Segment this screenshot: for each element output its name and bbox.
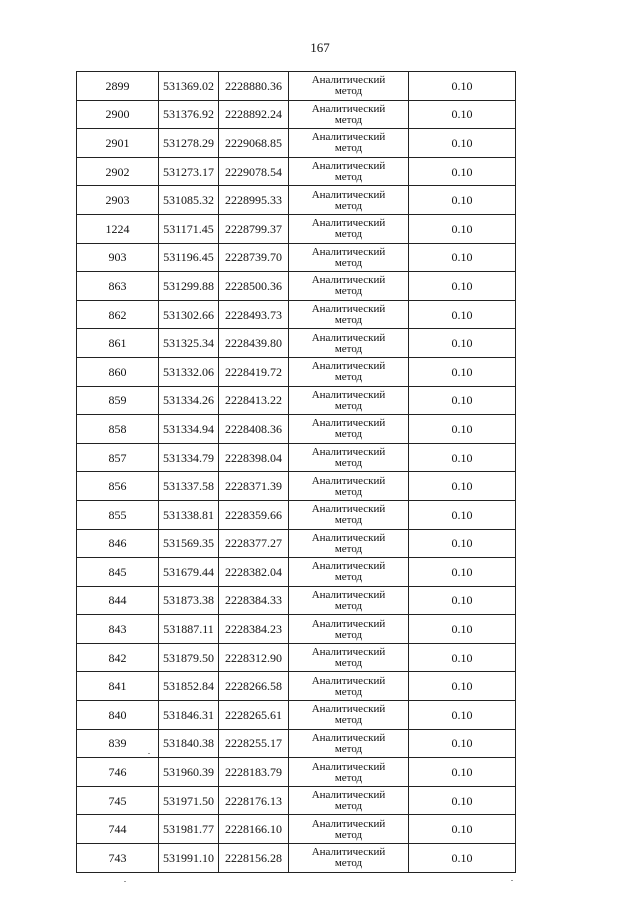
method-line-2: метод [334, 371, 363, 384]
x-coordinate-cell: 531273.17 [159, 157, 219, 186]
point-id-cell: 1224 [77, 214, 159, 243]
y-coordinate-cell: 2228384.23 [219, 615, 289, 644]
method-line-1: Аналитический [311, 217, 386, 230]
method-line-1: Аналитический [311, 588, 386, 601]
accuracy-value-cell: 0.10 [409, 558, 516, 587]
x-coordinate-cell: 531196.45 [159, 243, 219, 272]
point-id-cell: 843 [77, 615, 159, 644]
point-id-cell: 841 [77, 672, 159, 701]
y-coordinate-cell: 2228384.33 [219, 586, 289, 615]
table-row [77, 729, 516, 758]
method-cell [289, 815, 409, 844]
coordinates-table [76, 71, 516, 873]
point-id-cell: 846 [77, 529, 159, 558]
table-row [77, 558, 516, 587]
point-id-cell: 844 [77, 586, 159, 615]
y-coordinate-cell: 2228799.37 [219, 214, 289, 243]
accuracy-value-cell: 0.10 [409, 615, 516, 644]
accuracy-value-cell: 0.10 [409, 272, 516, 301]
method-line-1: Аналитический [311, 731, 386, 744]
point-id-cell: 842 [77, 643, 159, 672]
method-line-1: Аналитический [311, 674, 386, 687]
point-id-cell: 2903 [77, 186, 159, 215]
accuracy-value-cell: 0.10 [409, 357, 516, 386]
scan-speck [148, 753, 150, 754]
method-line-1: Аналитический [311, 560, 386, 573]
y-coordinate-cell: 2228408.36 [219, 415, 289, 444]
point-id-cell: 2899 [77, 72, 159, 101]
method-line-1: Аналитический [311, 531, 386, 544]
table-row [77, 300, 516, 329]
method-line-2: метод [334, 342, 363, 355]
accuracy-value-cell: 0.10 [409, 415, 516, 444]
method-cell [289, 72, 409, 101]
method-line-1: Аналитический [311, 789, 386, 802]
y-coordinate-cell: 2228371.39 [219, 472, 289, 501]
x-coordinate-cell: 531332.06 [159, 357, 219, 386]
x-coordinate-cell: 531887.11 [159, 615, 219, 644]
accuracy-value-cell: 0.10 [409, 129, 516, 158]
y-coordinate-cell: 2228419.72 [219, 357, 289, 386]
x-coordinate-cell: 531873.38 [159, 586, 219, 615]
x-coordinate-cell: 531278.29 [159, 129, 219, 158]
point-id-cell: 856 [77, 472, 159, 501]
x-coordinate-cell: 531971.50 [159, 786, 219, 815]
table-row [77, 357, 516, 386]
table-row [77, 100, 516, 129]
accuracy-value-cell: 0.10 [409, 844, 516, 873]
method-line-2: метод [334, 142, 363, 155]
table-row [77, 272, 516, 301]
y-coordinate-cell: 2228265.61 [219, 701, 289, 730]
y-coordinate-cell: 2228880.36 [219, 72, 289, 101]
method-line-1: Аналитический [311, 245, 386, 258]
point-id-cell: 743 [77, 844, 159, 873]
point-id-cell: 859 [77, 386, 159, 415]
method-line-2: метод [334, 800, 363, 813]
method-line-2: метод [334, 171, 363, 184]
method-line-1: Аналитический [311, 846, 386, 859]
method-line-2: метод [334, 113, 363, 126]
method-line-2: метод [334, 599, 363, 612]
y-coordinate-cell: 2228892.24 [219, 100, 289, 129]
point-id-cell: 744 [77, 815, 159, 844]
x-coordinate-cell: 531338.81 [159, 500, 219, 529]
y-coordinate-cell: 2228500.36 [219, 272, 289, 301]
method-line-2: метод [334, 742, 363, 755]
method-cell [289, 357, 409, 386]
method-cell [289, 844, 409, 873]
method-cell [289, 758, 409, 787]
method-line-2: метод [334, 857, 363, 870]
method-line-2: метод [334, 571, 363, 584]
method-line-1: Аналитический [311, 817, 386, 830]
point-id-cell: 903 [77, 243, 159, 272]
point-id-cell: 2900 [77, 100, 159, 129]
y-coordinate-cell: 2228439.80 [219, 329, 289, 358]
method-line-1: Аналитический [311, 102, 386, 115]
accuracy-value-cell: 0.10 [409, 529, 516, 558]
x-coordinate-cell: 531679.44 [159, 558, 219, 587]
method-line-2: метод [334, 657, 363, 670]
x-coordinate-cell: 531991.10 [159, 844, 219, 873]
method-cell [289, 786, 409, 815]
point-id-cell: 855 [77, 500, 159, 529]
table-row [77, 758, 516, 787]
table-row [77, 786, 516, 815]
table-row [77, 844, 516, 873]
y-coordinate-cell: 2228377.27 [219, 529, 289, 558]
coordinates-table-body [77, 72, 516, 873]
method-line-1: Аналитический [311, 474, 386, 487]
y-coordinate-cell: 2228413.22 [219, 386, 289, 415]
x-coordinate-cell: 531960.39 [159, 758, 219, 787]
point-id-cell: 845 [77, 558, 159, 587]
x-coordinate-cell: 531302.66 [159, 300, 219, 329]
point-id-cell: 2902 [77, 157, 159, 186]
point-id-cell: 862 [77, 300, 159, 329]
y-coordinate-cell: 2228176.13 [219, 786, 289, 815]
accuracy-value-cell: 0.10 [409, 100, 516, 129]
method-line-2: метод [334, 514, 363, 527]
method-cell [289, 643, 409, 672]
y-coordinate-cell: 2229068.85 [219, 129, 289, 158]
method-cell [289, 157, 409, 186]
accuracy-value-cell: 0.10 [409, 386, 516, 415]
method-line-1: Аналитический [311, 131, 386, 144]
table-row [77, 500, 516, 529]
method-line-2: метод [334, 228, 363, 241]
method-cell [289, 701, 409, 730]
method-cell [289, 472, 409, 501]
accuracy-value-cell: 0.10 [409, 786, 516, 815]
x-coordinate-cell: 531334.94 [159, 415, 219, 444]
table-row [77, 815, 516, 844]
y-coordinate-cell: 2228312.90 [219, 643, 289, 672]
point-id-cell: 863 [77, 272, 159, 301]
y-coordinate-cell: 2228493.73 [219, 300, 289, 329]
method-line-1: Аналитический [311, 274, 386, 287]
point-id-cell: 860 [77, 357, 159, 386]
method-line-1: Аналитический [311, 303, 386, 316]
accuracy-value-cell: 0.10 [409, 672, 516, 701]
method-cell [289, 672, 409, 701]
method-line-1: Аналитический [311, 703, 386, 716]
y-coordinate-cell: 2228183.79 [219, 758, 289, 787]
point-id-cell: 861 [77, 329, 159, 358]
point-id-cell: 858 [77, 415, 159, 444]
accuracy-value-cell: 0.10 [409, 758, 516, 787]
method-line-1: Аналитический [311, 503, 386, 516]
table-row [77, 415, 516, 444]
table-row [77, 443, 516, 472]
table-row [77, 329, 516, 358]
table-row [77, 672, 516, 701]
table-row [77, 701, 516, 730]
method-line-2: метод [334, 542, 363, 555]
method-cell [289, 586, 409, 615]
method-cell [289, 214, 409, 243]
method-line-2: метод [334, 485, 363, 498]
accuracy-value-cell: 0.10 [409, 815, 516, 844]
method-line-2: метод [334, 314, 363, 327]
x-coordinate-cell: 531840.38 [159, 729, 219, 758]
method-line-1: Аналитический [311, 331, 386, 344]
table-row [77, 72, 516, 101]
method-cell [289, 386, 409, 415]
x-coordinate-cell: 531879.50 [159, 643, 219, 672]
scan-speck [124, 881, 126, 882]
method-line-1: Аналитический [311, 360, 386, 373]
x-coordinate-cell: 531846.31 [159, 701, 219, 730]
method-cell [289, 500, 409, 529]
table-row [77, 243, 516, 272]
method-line-1: Аналитический [311, 188, 386, 201]
table-row [77, 214, 516, 243]
table-row [77, 157, 516, 186]
method-line-2: метод [334, 457, 363, 470]
y-coordinate-cell: 2228398.04 [219, 443, 289, 472]
y-coordinate-cell: 2228739.70 [219, 243, 289, 272]
x-coordinate-cell: 531852.84 [159, 672, 219, 701]
table-row [77, 186, 516, 215]
x-coordinate-cell: 531085.32 [159, 186, 219, 215]
table-row [77, 386, 516, 415]
y-coordinate-cell: 2228266.58 [219, 672, 289, 701]
accuracy-value-cell: 0.10 [409, 243, 516, 272]
method-cell [289, 529, 409, 558]
method-cell [289, 300, 409, 329]
method-cell [289, 415, 409, 444]
accuracy-value-cell: 0.10 [409, 500, 516, 529]
method-line-2: метод [334, 199, 363, 212]
accuracy-value-cell: 0.10 [409, 157, 516, 186]
method-line-2: метод [334, 828, 363, 841]
method-line-2: метод [334, 256, 363, 269]
method-line-1: Аналитический [311, 646, 386, 659]
method-cell [289, 186, 409, 215]
method-cell [289, 329, 409, 358]
method-line-1: Аналитический [311, 388, 386, 401]
method-line-2: метод [334, 628, 363, 641]
method-line-1: Аналитический [311, 417, 386, 430]
method-line-2: метод [334, 428, 363, 441]
accuracy-value-cell: 0.10 [409, 214, 516, 243]
method-line-1: Аналитический [311, 446, 386, 459]
method-line-1: Аналитический [311, 160, 386, 173]
accuracy-value-cell: 0.10 [409, 643, 516, 672]
y-coordinate-cell: 2228995.33 [219, 186, 289, 215]
y-coordinate-cell: 2228359.66 [219, 500, 289, 529]
page-number: 167 [310, 40, 330, 55]
method-cell [289, 729, 409, 758]
table-row [77, 529, 516, 558]
method-cell [289, 558, 409, 587]
accuracy-value-cell: 0.10 [409, 472, 516, 501]
accuracy-value-cell: 0.10 [409, 443, 516, 472]
point-id-cell: 857 [77, 443, 159, 472]
method-cell [289, 243, 409, 272]
x-coordinate-cell: 531334.26 [159, 386, 219, 415]
method-cell [289, 272, 409, 301]
y-coordinate-cell: 2228382.04 [219, 558, 289, 587]
method-line-2: метод [334, 399, 363, 412]
method-line-2: метод [334, 714, 363, 727]
table-row [77, 643, 516, 672]
accuracy-value-cell: 0.10 [409, 586, 516, 615]
method-line-1: Аналитический [311, 74, 386, 87]
x-coordinate-cell: 531569.35 [159, 529, 219, 558]
scan-speck [511, 880, 513, 881]
x-coordinate-cell: 531337.58 [159, 472, 219, 501]
method-cell [289, 443, 409, 472]
accuracy-value-cell: 0.10 [409, 701, 516, 730]
y-coordinate-cell: 2228156.28 [219, 844, 289, 873]
accuracy-value-cell: 0.10 [409, 300, 516, 329]
x-coordinate-cell: 531171.45 [159, 214, 219, 243]
method-line-2: метод [334, 85, 363, 98]
x-coordinate-cell: 531376.92 [159, 100, 219, 129]
method-cell [289, 129, 409, 158]
accuracy-value-cell: 0.10 [409, 186, 516, 215]
x-coordinate-cell: 531369.02 [159, 72, 219, 101]
accuracy-value-cell: 0.10 [409, 729, 516, 758]
table-row [77, 615, 516, 644]
method-cell [289, 100, 409, 129]
x-coordinate-cell: 531299.88 [159, 272, 219, 301]
point-id-cell: 2901 [77, 129, 159, 158]
y-coordinate-cell: 2228255.17 [219, 729, 289, 758]
x-coordinate-cell: 531325.34 [159, 329, 219, 358]
y-coordinate-cell: 2228166.10 [219, 815, 289, 844]
y-coordinate-cell: 2229078.54 [219, 157, 289, 186]
point-id-cell: 746 [77, 758, 159, 787]
point-id-cell: 745 [77, 786, 159, 815]
accuracy-value-cell: 0.10 [409, 72, 516, 101]
method-line-2: метод [334, 685, 363, 698]
accuracy-value-cell: 0.10 [409, 329, 516, 358]
method-line-2: метод [334, 285, 363, 298]
method-cell [289, 615, 409, 644]
table-row [77, 586, 516, 615]
x-coordinate-cell: 531334.79 [159, 443, 219, 472]
method-line-1: Аналитический [311, 617, 386, 630]
method-line-1: Аналитический [311, 760, 386, 773]
point-id-cell: 840 [77, 701, 159, 730]
method-line-2: метод [334, 771, 363, 784]
table-row [77, 472, 516, 501]
point-id-cell: 839 [77, 729, 159, 758]
table-row [77, 129, 516, 158]
x-coordinate-cell: 531981.77 [159, 815, 219, 844]
